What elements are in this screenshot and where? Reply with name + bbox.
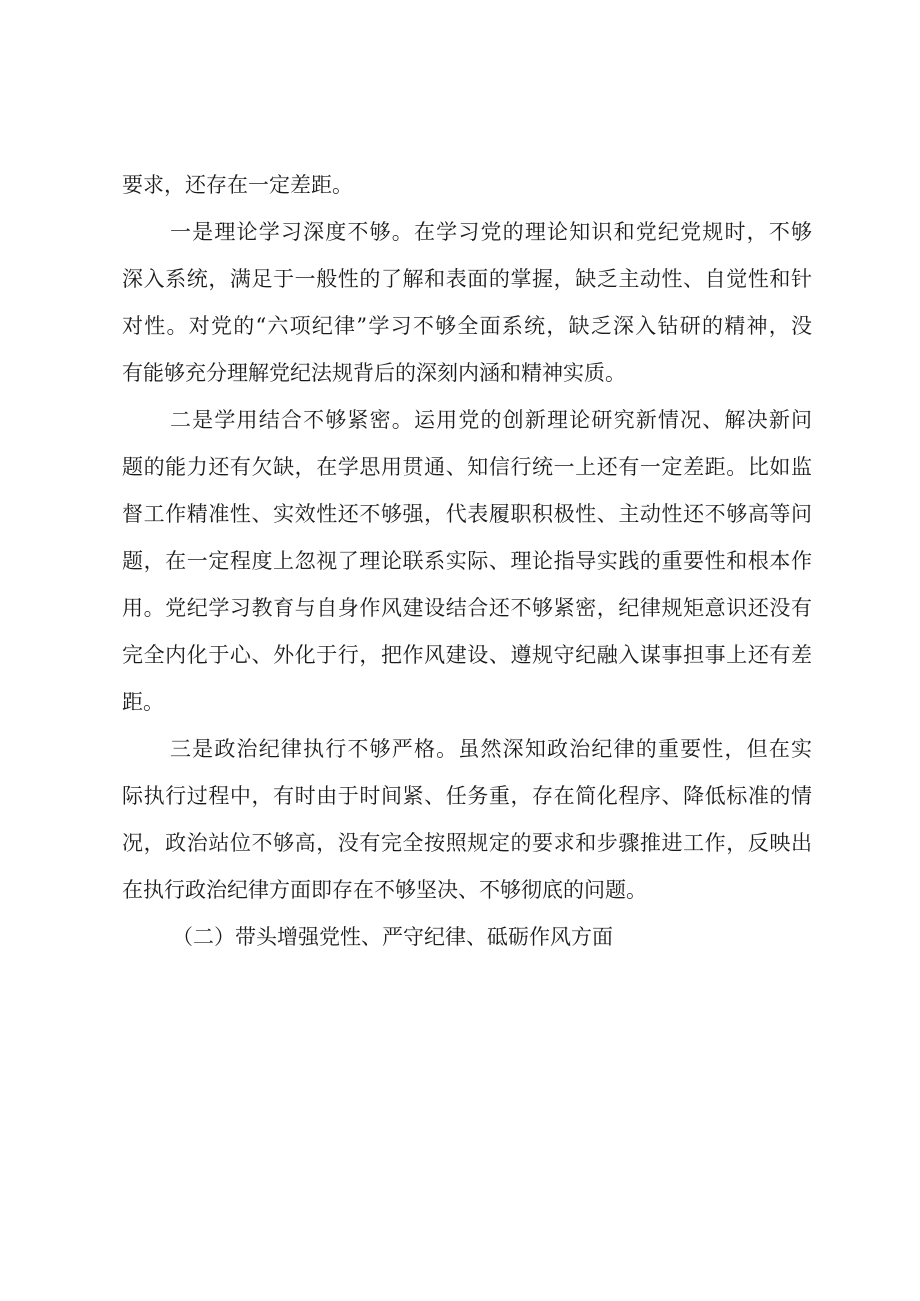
text-line: 题，在一定程度上忽视了理论联系实际、理论指导实践的重要性和根本作	[122, 549, 812, 573]
text-line: 在执行政治纪律方面即存在不够坚决、不够彻底的问题。	[122, 878, 647, 902]
text-line: 深入系统，满足于一般性的了解和表面的掌握，缺乏主动性、自觉性和针	[122, 267, 812, 291]
text-line: 有能够充分理解党纪法规背后的深刻内涵和精神实质。	[122, 361, 626, 385]
paragraph-2-line: 二是学用结合不够紧密。运用党的创新理论研究新情况、解决新问	[170, 408, 812, 432]
text-line: 督工作精准性、实效性还不够强，代表履职积极性、主动性还不够高等问	[122, 502, 812, 526]
text-line: 完全内化于心、外化于行，把作风建设、遵规守纪融入谋事担事上还有差	[122, 643, 812, 667]
text-line: 题的能力还有欠缺，在学思用贯通、知信行统一上还有一定差距。比如监	[122, 455, 812, 479]
section-heading: （二）带头增强党性、严守纪律、砥砺作风方面	[172, 925, 613, 949]
text-line: 要求，还存在一定差距。	[122, 173, 353, 197]
text-line: 际执行过程中，有时由于时间紧、任务重，存在简化程序、降低标准的情	[122, 784, 812, 808]
text-line: 对性。对党的“六项纪律”学习不够全面系统，缺乏深入钻研的精神，没	[122, 314, 812, 338]
text-line: 用。党纪学习教育与自身作风建设结合还不够紧密，纪律规矩意识还没有	[122, 596, 812, 620]
paragraph-3-line: 三是政治纪律执行不够严格。虽然深知政治纪律的重要性，但在实	[170, 737, 812, 761]
text-line: 况，政治站位不够高，没有完全按照规定的要求和步骤推进工作，反映出	[122, 831, 812, 855]
text-line: 距。	[122, 690, 164, 714]
paragraph-1-line: 一是理论学习深度不够。在学习党的理论知识和党纪党规时，不够	[170, 220, 812, 244]
